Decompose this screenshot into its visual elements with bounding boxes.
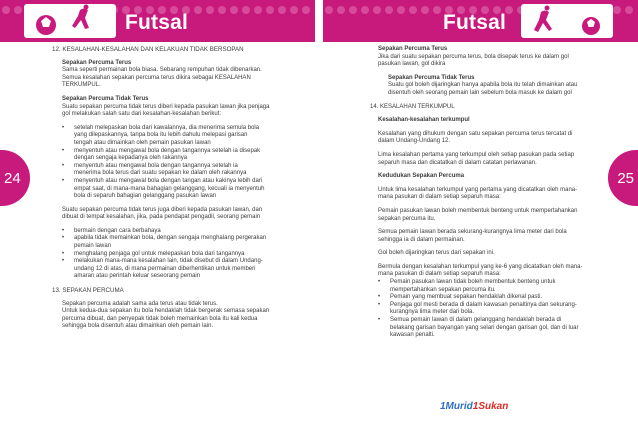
- bullet-list: [62, 125, 310, 201]
- list-item-line: empat saat, di mana-mana bahagian gelanggang, kecuali ia menyentuh: [74, 185, 265, 192]
- paragraph-line: percuma dibuat, dan penyepak tidak boleh memainkan bola itu kali kedua: [62, 315, 258, 322]
- decorative-dot: [385, 6, 393, 14]
- paragraph-line: Suatu sepakan percuma tidak terus diberi kepada pasukan lawan jika penjaga: [62, 103, 270, 110]
- paragraph-line: Semua kesalahan sepakan percuma terus dikira sebagai KESALAHAN: [62, 74, 251, 81]
- paragraph-line: sehingga ia di dalam permainan.: [378, 236, 465, 243]
- paragraph-line: Gol boleh dijaringkan terus dari sepakan ini.: [378, 250, 495, 257]
- list-item-line: • Semua pemain lawan di dalam gelanggang hendaklah berada di: [390, 317, 562, 324]
- decorative-dot: [349, 6, 357, 14]
- list-item-line: • Pemain yang membuat sepakan hendaklah dikenal pasti.: [390, 294, 543, 301]
- decorative-dot: [302, 6, 310, 14]
- paragraph: [62, 301, 310, 331]
- decorative-dot: [194, 6, 202, 14]
- list-item: [62, 163, 310, 178]
- bullet-list: [378, 279, 610, 340]
- paragraph-line: Sama seperti permainan bola biasa. Sebarang rempuhan tidak dibenarkan.: [62, 67, 262, 74]
- list-item-line: kawasan penalti.: [390, 332, 435, 339]
- paragraph-line: Bermula dengan kesalahan terkumpul yang ke-6 yang dicatatkan oleh mana-: [378, 263, 583, 270]
- subheading: Kedudukan Sepakan Percuma: [378, 173, 465, 180]
- page-number-left: 24: [0, 150, 30, 206]
- list-item: [62, 258, 310, 281]
- list-item-line: menerima bola terus dari suatu sepakan ke dalam oleh rakannya: [74, 170, 247, 177]
- block-terus: [62, 60, 310, 125]
- decorative-dot: [625, 6, 633, 14]
- paragraph-line: Kesalahan yang dihukum dengan satu sepakan percuma terus tercatat di: [378, 130, 573, 137]
- right-page-content: [370, 46, 610, 340]
- decorative-dot: [278, 6, 286, 14]
- decorative-dot: [2, 6, 10, 14]
- 1murid-1sukan-logo: [440, 401, 508, 412]
- football-player-illustration: [521, 4, 613, 38]
- paragraph-line: Sepakan percuma adalah sama ada terus atau tidak terus.: [62, 300, 218, 307]
- list-item-line: amaran atau perintah keluar seseorang pemain: [74, 273, 201, 280]
- list-item-line: pemain lawan: [74, 243, 112, 250]
- list-item: [62, 148, 310, 163]
- list-item: [62, 178, 310, 201]
- paragraph-line: Untuk kedua-dua sepakan itu bola hendaklah tidak bergerak semasa sepakan: [62, 308, 270, 315]
- paragraph-line: dalam Undang-Undang 12.: [378, 138, 451, 145]
- paragraph-line: mana pasukan di dalam setiap separuh masa:: [378, 194, 501, 201]
- section-heading-14: 14. KESALAHAN TERKUMPUL: [370, 103, 455, 110]
- decorative-dot: [409, 6, 417, 14]
- list-item-line: tengah atau dimainkan oleh pemain pasukan lawan: [74, 139, 211, 146]
- paragraph-line: sepakan percuma itu.: [378, 215, 436, 222]
- logo-part-sukan: 1Sukan: [472, 401, 509, 412]
- decorative-dot: [337, 6, 345, 14]
- decorative-dot: [266, 6, 274, 14]
- paragraph-line: Pemain pasukan lawan boleh membentuk benteng untuk mempertahankan: [378, 207, 578, 214]
- paragraph-line: gol melakukan salah satu dari kesalahan-kesalahan berikut:: [62, 111, 222, 118]
- paragraph-line: Lima kesalahan pertama yang terkumpul oleh setiap pasukan pada setiap: [378, 151, 575, 158]
- list-item-line: • menyentuh atau mengawal bola dengan tangan atau kakinya lebih dari: [74, 177, 263, 184]
- list-item: [62, 251, 310, 259]
- list-item-line: kurangnya lima meter dari bola.: [390, 309, 475, 316]
- list-item-line: • setelah melepaskan bola dari kawalannya, dia menerima semula bola: [74, 124, 260, 131]
- paragraph-line: separuh masa dan dicatatkan di dalam catatan perlawanan.: [378, 159, 537, 166]
- subheading: Sepakan Percuma Terus: [62, 59, 132, 66]
- list-item-line: • menghalang penjaga gol untuk melepaskan bola dari tangannya: [74, 250, 245, 257]
- left-page-content: [52, 46, 310, 331]
- paragraph-line: Untuk lima kesalahan terkumpul yang pertama yang dicatatkan oleh mana-: [378, 186, 578, 193]
- decorative-dot: [218, 6, 226, 14]
- paragraph-line: Suatu sepakan percuma tidak terus juga diberi kepada pasukan lawan, dan: [62, 206, 263, 213]
- decorative-dot: [325, 6, 333, 14]
- list-item-line: mempertahankan sepakan percuma itu.: [390, 286, 496, 293]
- list-item-line: bola di separuh bahagian gelanggang pasukan lawan: [74, 193, 217, 200]
- list-item-line: • Penjaga gol mesti berada di dalam kawasan penaltinya dan sekurang-: [390, 301, 577, 308]
- list-item: [378, 302, 610, 317]
- list-item-line: • Pemain pasukan lawan tidak boleh membentuk benteng untuk: [390, 279, 556, 286]
- paragraph-line: disentuh oleh seorang pemain lain sebelum bola masuk ke dalam gol: [388, 89, 572, 96]
- list-item-line: yang dilepaskannya, tanpa bola itu lebih dahulu melepasi garisan: [74, 132, 248, 139]
- decorative-dot: [421, 6, 429, 14]
- list-item: [378, 317, 610, 340]
- decorative-dot: [254, 6, 262, 14]
- list-item: [62, 228, 310, 236]
- list-item-line: • menyentuh atau mengawal bola dengan tangannya setelah ia: [74, 162, 238, 169]
- decorative-dot: [433, 6, 441, 14]
- decorative-dot: [613, 6, 621, 14]
- list-item-line: dengan sengaja kepadanya oleh rakannya: [74, 155, 188, 162]
- header-banner-left: [0, 0, 315, 42]
- block-tidak-terus: [388, 75, 610, 98]
- header-title-right: Futsal: [443, 11, 507, 34]
- paragraph-line: sehingga bola disentuh atau dimainkan oleh pemain lain.: [62, 323, 214, 330]
- list-item: [62, 235, 310, 250]
- paragraph-line: mana pasukan di dalam setiap separuh masa:: [378, 271, 501, 278]
- paragraph-line: pasukan lawan, gol dikira: [378, 61, 446, 68]
- header-banner-right: [323, 0, 638, 42]
- football-player-illustration: [24, 4, 116, 38]
- decorative-dot: [505, 6, 513, 14]
- subheading: Sepakan Percuma Tidak Terus: [62, 95, 149, 102]
- list-item: [62, 125, 310, 148]
- bullet-list: [62, 228, 310, 281]
- paragraph-line: TERKUMPUL.: [62, 82, 101, 89]
- section-heading-12: 12. KESALAHAN-KESALAHAN DAN KELAKUAN TIDAK BERSOPAN: [52, 46, 244, 53]
- decorative-dot: [373, 6, 381, 14]
- header-title-left: Futsal: [125, 11, 189, 34]
- list-item-line: • bermain dengan cara berbahaya: [74, 227, 161, 234]
- paragraph-line: Jika dari suatu sepakan percuma terus, bola disepak terus ke dalam gol: [378, 53, 569, 60]
- list-item: [378, 294, 610, 302]
- decorative-dot: [361, 6, 369, 14]
- paragraph: [62, 207, 310, 222]
- list-item-line: undang 12 di atas, di mana permainan diberhentikan untuk memberi: [74, 265, 256, 272]
- subheading: Sepakan Percuma Tidak Terus: [388, 74, 475, 81]
- list-item-line: • menyentuh atau mengawal bola dengan tangannya setelah ia disepak: [74, 147, 261, 154]
- page-number-right: 25: [608, 150, 638, 206]
- decorative-dot: [230, 6, 238, 14]
- decorative-dot: [290, 6, 298, 14]
- paragraph-line: Semua pemain lawan berada sekurang-kurangnya lima meter dari bola: [378, 229, 567, 236]
- list-item: [378, 279, 610, 294]
- decorative-dot: [242, 6, 250, 14]
- decorative-dot: [14, 6, 22, 14]
- section-heading-13: 13. SEPAKAN PERCUMA: [52, 287, 124, 295]
- paragraph-line: Suatu gol boleh dijaringkan hanya apabila bola itu telah dimainkan atau: [388, 82, 578, 89]
- decorative-dot: [397, 6, 405, 14]
- list-item-line: • apabila tidak memainkan bola, dengan sengaja menghalang pergerakan: [74, 235, 267, 242]
- list-item-line: belakang garisan bayangan yang selari dengan garisan gol, dan di luar: [390, 324, 579, 331]
- subheading: Kesalahan-kesalahan terkumpul: [378, 117, 470, 124]
- paragraph-line: dibuat di tempat kesalahan, jika, pada pendapat pengadil, seorang pemain: [62, 214, 261, 221]
- logo-part-murid: 1Murid: [440, 401, 473, 412]
- list-item-line: • melakukan mana-mana kesalahan lain, tidak disebut di dalam Undang-: [74, 258, 263, 265]
- decorative-dot: [206, 6, 214, 14]
- subheading: Sepakan Percuma Terus: [378, 46, 448, 52]
